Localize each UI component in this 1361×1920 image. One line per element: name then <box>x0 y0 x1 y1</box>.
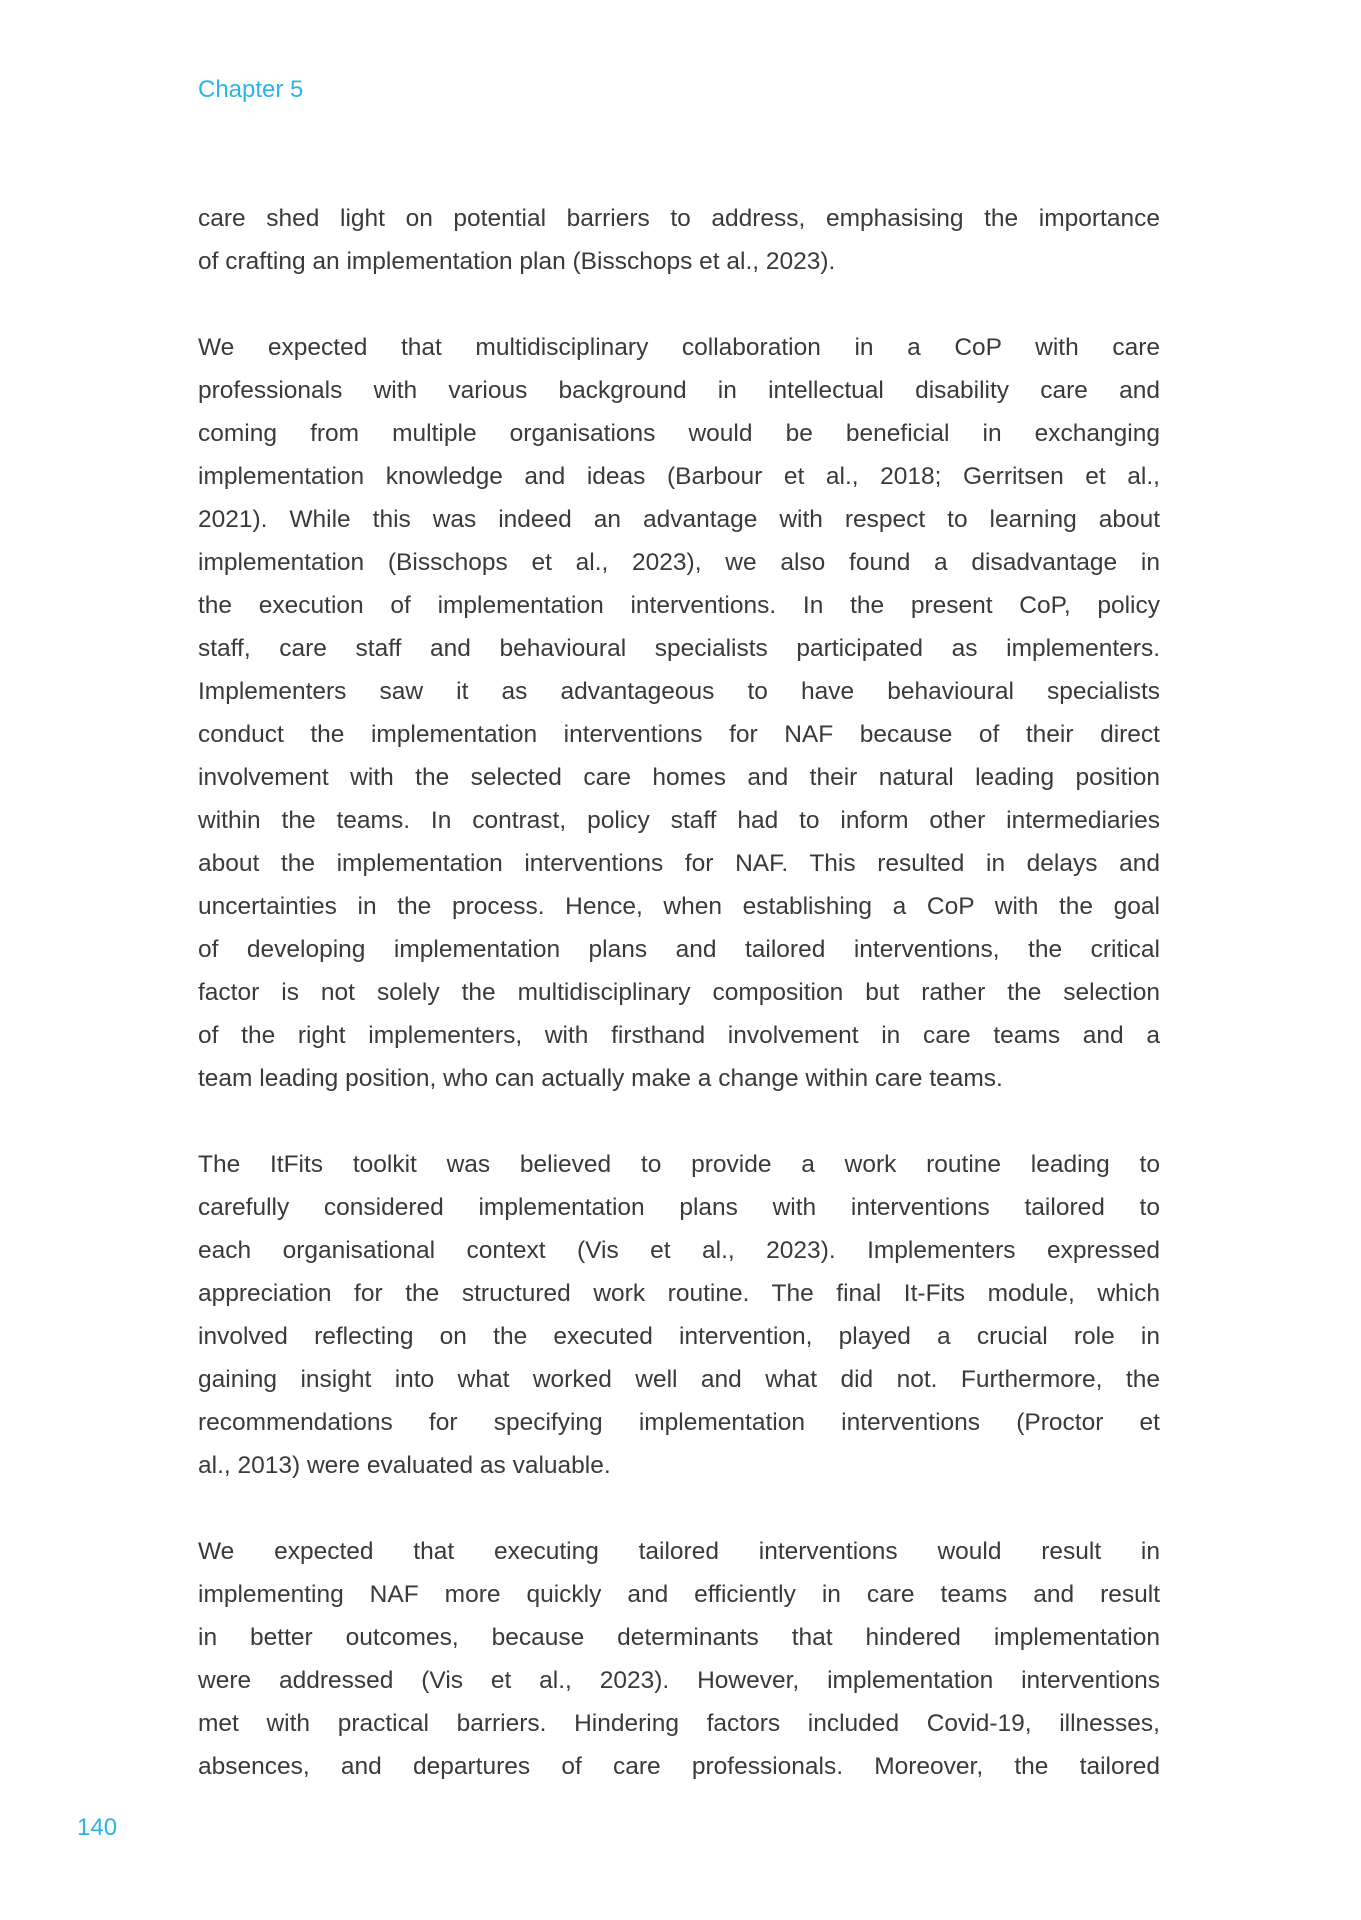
body-text <box>198 197 1160 1831</box>
text-line: conduct the implementation interventions for NAF because of their direct <box>198 721 1160 748</box>
text-line: We expected that executing tailored interventions would result in <box>198 1538 1160 1565</box>
text-line: factor is not solely the multidisciplinary composition but rather the selection <box>198 979 1160 1006</box>
text-line: implementation (Bisschops et al., 2023), we also found a disadvantage in <box>198 549 1160 576</box>
text-line: implementing NAF more quickly and efficiently in care teams and result <box>198 1581 1160 1608</box>
text-line: professionals with various background in intellectual disability care and <box>198 377 1160 404</box>
text-line: absences, and departures of care professionals. Moreover, the tailored <box>198 1753 1160 1780</box>
text-line: We expected that multidisciplinary collaboration in a CoP with care <box>198 334 1160 361</box>
text-line: 2021). While this was indeed an advantage with respect to learning about <box>198 506 1160 533</box>
text-line: involvement with the selected care homes and their natural leading position <box>198 764 1160 791</box>
text-line: met with practical barriers. Hindering factors included Covid-19, illnesses, <box>198 1710 1160 1737</box>
page-number: 140 <box>77 1814 118 1841</box>
text-line: The ItFits toolkit was believed to provide a work routine leading to <box>198 1151 1160 1178</box>
text-line: implementation knowledge and ideas (Barbour et al., 2018; Gerritsen et al., <box>198 463 1160 490</box>
text-line: carefully considered implementation plans with interventions tailored to <box>198 1194 1160 1221</box>
text-line: staff, care staff and behavioural specialists participated as implementers. <box>198 635 1160 662</box>
text-line: al., 2013) were evaluated as valuable. <box>198 1452 611 1479</box>
text-line: involved reflecting on the executed intervention, played a crucial role in <box>198 1323 1160 1350</box>
text-line: gaining insight into what worked well and what did not. Furthermore, the <box>198 1366 1160 1393</box>
text-line: care shed light on potential barriers to address, emphasising the importance <box>198 205 1160 232</box>
text-line: appreciation for the structured work routine. The final It-Fits module, which <box>198 1280 1160 1307</box>
text-line: each organisational context (Vis et al., 2023). Implementers expressed <box>198 1237 1160 1264</box>
text-line: of crafting an implementation plan (Bisschops et al., 2023). <box>198 248 836 275</box>
text-line: recommendations for specifying implementation interventions (Proctor et <box>198 1409 1160 1436</box>
text-line: in better outcomes, because determinants that hindered implementation <box>198 1624 1160 1651</box>
text-line: team leading position, who can actually make a change within care teams. <box>198 1065 1003 1092</box>
text-line: coming from multiple organisations would be beneficial in exchanging <box>198 420 1160 447</box>
paragraph <box>198 326 1160 1100</box>
text-line: Implementers saw it as advantageous to have behavioural specialists <box>198 678 1160 705</box>
text-line: within the teams. In contrast, policy staff had to inform other intermediaries <box>198 807 1160 834</box>
text-line: about the implementation interventions for NAF. This resulted in delays and <box>198 850 1160 877</box>
text-line: of developing implementation plans and tailored interventions, the critical <box>198 936 1160 963</box>
text-line: the execution of implementation interventions. In the present CoP, policy <box>198 592 1160 619</box>
text-line: of the right implementers, with firsthand involvement in care teams and a <box>198 1022 1160 1049</box>
text-line: were addressed (Vis et al., 2023). However, implementation interventions <box>198 1667 1160 1694</box>
paragraph <box>198 1530 1160 1788</box>
paragraph <box>198 1143 1160 1487</box>
text-line: uncertainties in the process. Hence, when establishing a CoP with the goal <box>198 893 1160 920</box>
running-head: Chapter 5 <box>198 76 304 103</box>
paragraph <box>198 197 1160 283</box>
